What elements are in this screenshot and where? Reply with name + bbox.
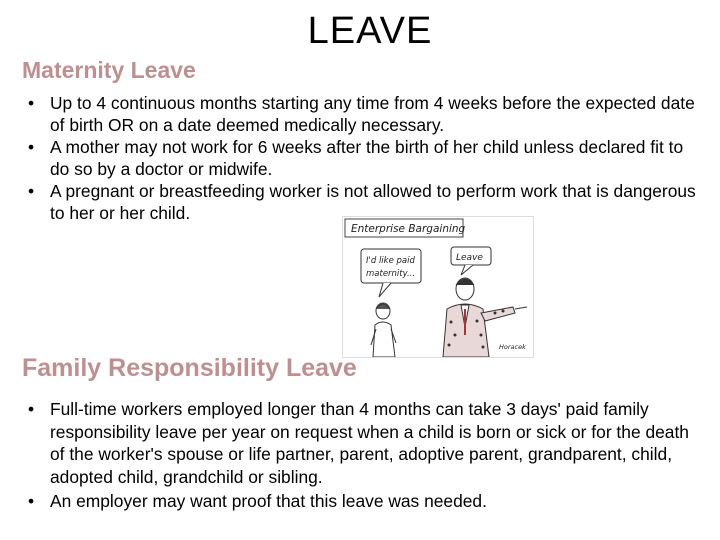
bullet-icon: •	[28, 181, 35, 201]
maternity-leave-heading: Maternity Leave	[22, 57, 196, 83]
speech-left-line1: I'd like paid	[366, 256, 415, 266]
family-bullet-list	[22, 398, 702, 515]
family-responsibility-heading: Family Responsibility Leave	[22, 354, 357, 382]
list-item	[22, 93, 702, 136]
bullet-text: A pregnant or breastfeeding worker is not allowed to perform work that is dangerous to her or her child.	[50, 181, 696, 223]
list-item	[22, 137, 702, 180]
woman-figure-icon	[371, 303, 396, 357]
maternity-bullet-list	[22, 93, 702, 225]
bullet-icon: •	[28, 399, 35, 419]
cartoon-signature: Horacek	[499, 343, 526, 351]
bullet-icon: •	[28, 93, 35, 113]
list-item	[22, 398, 702, 488]
bullet-text: Up to 4 continuous months starting any time from 4 weeks before the expected date of birth OR on a date deemed medically necessary.	[50, 93, 695, 135]
bullet-text: A mother may not work for 6 weeks after the birth of her child unless declared fit to do so by a doctor or midwife.	[50, 137, 684, 179]
bullet-text: An employer may want proof that this leave was needed.	[50, 491, 487, 511]
bullet-icon: •	[28, 137, 35, 157]
speech-left-line2: maternity...	[366, 269, 416, 279]
slide-title: LEAVE	[307, 10, 433, 52]
cartoon-caption: Enterprise Bargaining	[351, 223, 466, 235]
list-item	[22, 490, 702, 513]
bullet-icon: •	[28, 491, 35, 511]
bullet-text: Full-time workers employed longer than 4 months can take 3 days' paid family responsibility leave per year on request when a child is born or sick or for the death of the worker's spouse or life partner, parent, adoptive parent, grandparent, child, adopted child, grandchild or sibling.	[50, 399, 689, 487]
enterprise-bargaining-cartoon	[343, 217, 533, 357]
speech-right-text: Leave	[456, 253, 483, 263]
